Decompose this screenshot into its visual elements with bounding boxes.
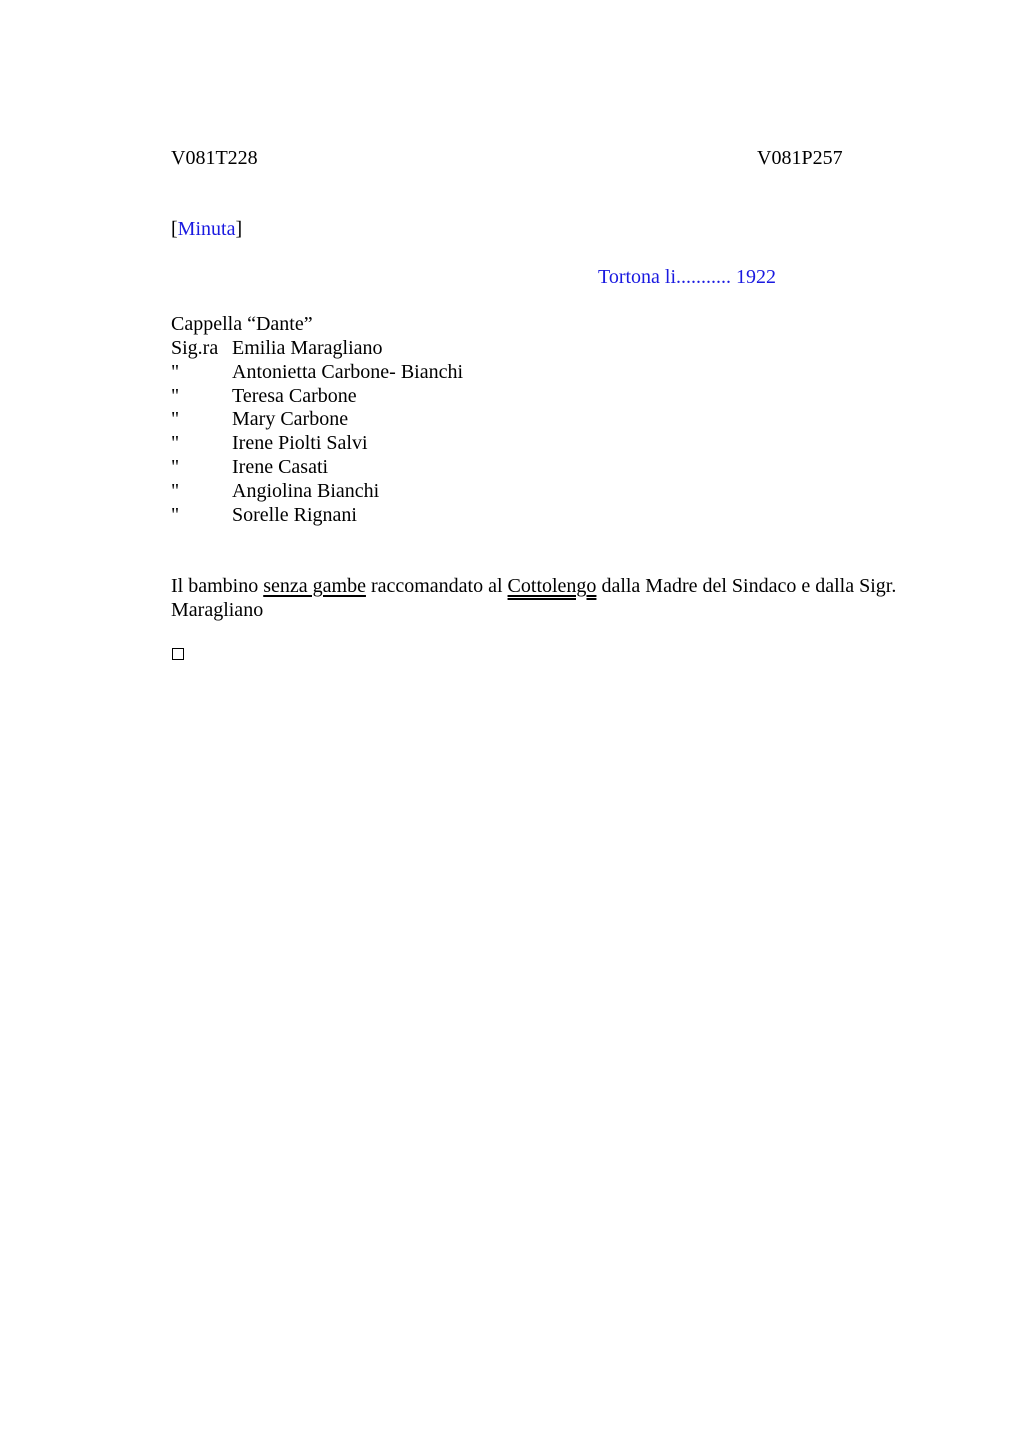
recipient-row	[171, 384, 871, 408]
recipient-name: Antonietta Carbone- Bianchi	[232, 360, 464, 383]
chapel-heading: Cappella “Dante”	[171, 313, 313, 335]
recipient-name: Mary Carbone	[232, 408, 349, 431]
recipient-ditto-mark: "	[171, 503, 180, 526]
recipient-ditto-mark: "	[171, 479, 180, 502]
recipient-row	[171, 360, 871, 384]
recipient-name: Irene Casati	[232, 455, 329, 478]
recipient-ditto-mark: "	[171, 384, 180, 407]
recipient-row	[171, 455, 871, 479]
recipient-name: Emilia Maragliano	[232, 337, 383, 359]
draft-label-line	[171, 217, 242, 241]
recipient-name: Teresa Carbone	[232, 384, 357, 407]
recipient-ditto-mark: "	[171, 455, 180, 478]
draft-open-bracket: [	[171, 218, 178, 240]
note-text: raccomandato al	[365, 575, 508, 597]
recipient-list	[171, 336, 871, 526]
recipient-title: Sig.ra	[171, 337, 219, 359]
recipient-name: Irene Piolti Salvi	[232, 432, 368, 455]
document-code-right: V081P257	[757, 147, 843, 169]
note-text: Il bambino	[171, 575, 264, 597]
recipient-row	[171, 336, 871, 360]
recipient-row	[171, 431, 871, 455]
note-underlined-text: senza gambe	[263, 575, 366, 597]
recipient-ditto-mark: "	[171, 360, 180, 383]
recipient-row	[171, 503, 871, 527]
note-text: dalla Madre del Sindaco e dalla Sigr. Maragliano	[171, 575, 897, 621]
note-double-underlined-text: Cottolengo	[507, 575, 597, 597]
recipient-row	[171, 479, 871, 503]
recipient-name: Sorelle Rignani	[232, 503, 357, 526]
document-code-left: V081T228	[171, 147, 258, 169]
dateline: Tortona li........... 1922	[598, 266, 777, 288]
draft-close-bracket: ]	[235, 218, 243, 240]
draft-label: Minuta	[177, 218, 236, 240]
recipient-ditto-mark: "	[171, 432, 180, 455]
recipient-name: Angiolina Bianchi	[232, 479, 380, 502]
recipient-ditto-mark: "	[171, 408, 180, 431]
note-paragraph	[171, 574, 941, 622]
recipient-row	[171, 407, 871, 431]
square-box-icon	[172, 648, 184, 660]
